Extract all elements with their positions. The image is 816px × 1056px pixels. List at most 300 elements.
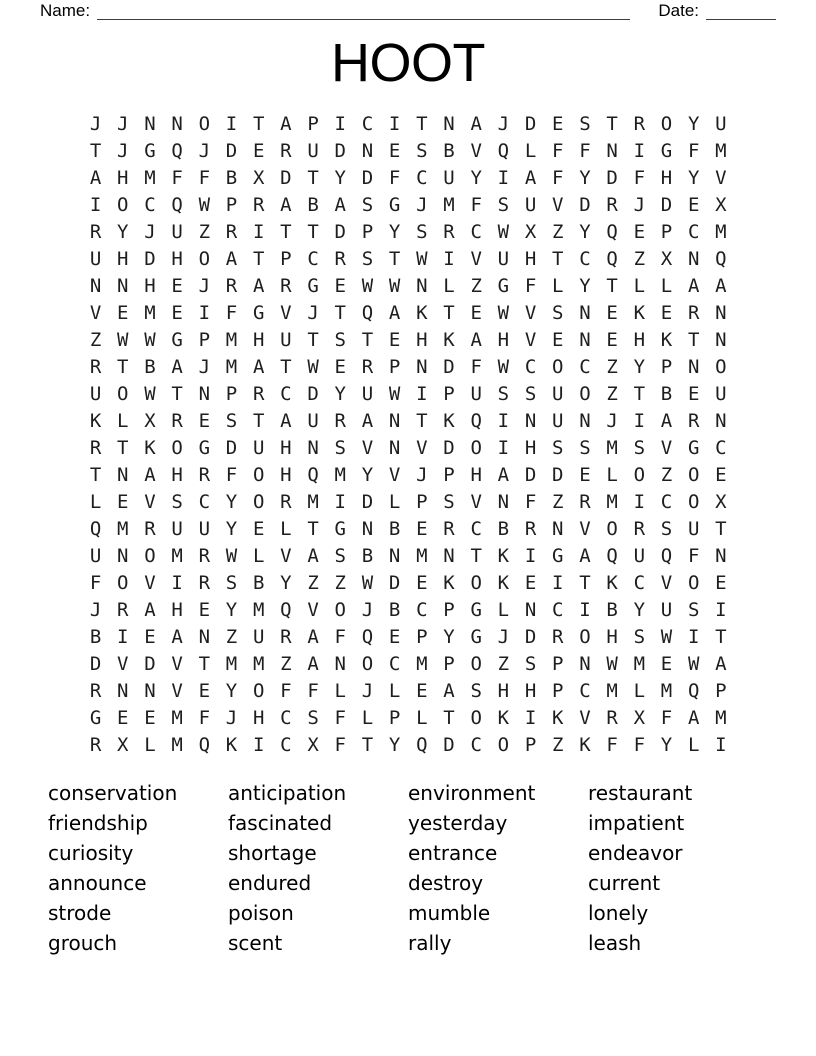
grid-letter: Y bbox=[633, 355, 646, 378]
grid-letter: U bbox=[171, 517, 183, 540]
grid-letter: F bbox=[552, 139, 564, 162]
grid-letter: N bbox=[307, 436, 319, 459]
grid-letter: Y bbox=[579, 220, 591, 243]
grid-letter: N bbox=[361, 139, 374, 162]
word-bank bbox=[48, 778, 768, 958]
grid-letter: Q bbox=[89, 517, 102, 540]
grid-letter: F bbox=[280, 679, 292, 702]
word-bank-item: fascinated bbox=[228, 811, 333, 835]
grid-letter: D bbox=[524, 625, 537, 648]
grid-letter: F bbox=[524, 490, 537, 513]
grid-letter: H bbox=[660, 166, 673, 189]
word-bank-item: yesterday bbox=[408, 811, 508, 835]
grid-letter: W bbox=[307, 355, 319, 378]
grid-letter: T bbox=[606, 274, 618, 297]
grid-letter: U bbox=[470, 382, 482, 405]
grid-letter: T bbox=[307, 166, 319, 189]
grid-letter: N bbox=[198, 625, 211, 648]
grid-letter: B bbox=[225, 166, 238, 189]
grid-letter: I bbox=[252, 733, 265, 756]
word-bank-item: environment bbox=[408, 781, 536, 805]
grid-letter: Q bbox=[361, 625, 374, 648]
grid-letter: R bbox=[225, 274, 238, 297]
grid-letter: J bbox=[497, 112, 510, 135]
word-bank-item: strode bbox=[48, 901, 112, 925]
grid-letter: Q bbox=[198, 733, 211, 756]
grid-letter: U bbox=[660, 598, 673, 621]
grid-letter: D bbox=[660, 193, 673, 216]
grid-letter: J bbox=[225, 706, 238, 729]
grid-letter: F bbox=[225, 463, 238, 486]
grid-letter: M bbox=[715, 706, 727, 729]
grid-letter: H bbox=[606, 625, 618, 648]
grid-letter: D bbox=[225, 139, 238, 162]
grid-letter: H bbox=[524, 679, 537, 702]
grid-letter: R bbox=[198, 463, 211, 486]
grid-letter: F bbox=[334, 706, 346, 729]
word-bank-item: endured bbox=[228, 871, 312, 895]
date-input-line bbox=[706, 5, 776, 20]
word-bank-item: restaurant bbox=[588, 781, 693, 805]
grid-letter: T bbox=[715, 517, 727, 540]
grid-letter: X bbox=[252, 166, 265, 189]
word-bank-item: announce bbox=[48, 871, 147, 895]
grid-letter: Q bbox=[715, 247, 727, 270]
grid-letter: G bbox=[470, 598, 482, 621]
grid-letter: C bbox=[660, 490, 673, 513]
grid-letter: K bbox=[443, 571, 455, 594]
grid-letter: E bbox=[252, 517, 265, 540]
grid-letter: V bbox=[470, 139, 482, 162]
grid-letter: N bbox=[171, 112, 183, 135]
grid-letter: G bbox=[334, 517, 346, 540]
grid-letter: U bbox=[89, 544, 102, 567]
word-bank-item: rally bbox=[408, 931, 452, 955]
grid-letter: C bbox=[524, 355, 537, 378]
grid-letter: Q bbox=[606, 544, 618, 567]
grid-letter: V bbox=[280, 301, 292, 324]
grid-letter: Z bbox=[552, 220, 564, 243]
grid-letter: Z bbox=[660, 463, 673, 486]
grid-letter: J bbox=[117, 139, 129, 162]
grid-letter: N bbox=[687, 247, 700, 270]
grid-letter: N bbox=[144, 679, 156, 702]
grid-letter: R bbox=[552, 625, 564, 648]
grid-letter: P bbox=[443, 652, 455, 675]
grid-letter: Z bbox=[307, 571, 319, 594]
grid-letter: I bbox=[388, 112, 401, 135]
grid-letter: E bbox=[687, 193, 700, 216]
grid-letter: Z bbox=[606, 382, 618, 405]
grid-letter: I bbox=[579, 598, 591, 621]
grid-letter: N bbox=[361, 517, 374, 540]
grid-letter: S bbox=[633, 436, 646, 459]
grid-letter: V bbox=[579, 706, 591, 729]
grid-letter: O bbox=[470, 436, 482, 459]
grid-letter: Z bbox=[198, 220, 211, 243]
grid-letter: W bbox=[225, 544, 238, 567]
grid-letter: B bbox=[388, 517, 401, 540]
grid-letter: M bbox=[225, 328, 238, 351]
grid-letter: I bbox=[252, 220, 265, 243]
grid-letter: U bbox=[307, 409, 319, 432]
grid-letter: R bbox=[687, 301, 700, 324]
grid-letter: S bbox=[361, 193, 374, 216]
grid-letter: X bbox=[660, 247, 673, 270]
grid-letter: T bbox=[280, 355, 292, 378]
grid-letter: Y bbox=[470, 166, 482, 189]
grid-letter: Y bbox=[117, 220, 129, 243]
grid-letter: N bbox=[497, 490, 510, 513]
grid-letter: D bbox=[334, 139, 346, 162]
grid-letter: M bbox=[633, 652, 646, 675]
grid-letter: K bbox=[89, 409, 102, 432]
grid-letter: D bbox=[524, 463, 537, 486]
grid-letter: B bbox=[443, 139, 455, 162]
grid-letter: A bbox=[443, 679, 455, 702]
grid-letter: Q bbox=[470, 409, 482, 432]
grid-letter: S bbox=[225, 571, 238, 594]
grid-letter: V bbox=[416, 436, 428, 459]
grid-letter: U bbox=[307, 139, 319, 162]
grid-letter: Y bbox=[443, 625, 455, 648]
grid-letter: Q bbox=[606, 220, 618, 243]
grid-letter: N bbox=[579, 328, 591, 351]
grid-letter: K bbox=[443, 409, 455, 432]
grid-letter: D bbox=[307, 382, 319, 405]
grid-letter: T bbox=[633, 382, 646, 405]
grid-letter: K bbox=[497, 544, 510, 567]
grid-letter: N bbox=[198, 382, 211, 405]
grid-letter: M bbox=[171, 706, 183, 729]
grid-letter: C bbox=[579, 679, 591, 702]
grid-letter: O bbox=[252, 490, 265, 513]
grid-letter: F bbox=[89, 571, 102, 594]
grid-letter: Y bbox=[633, 598, 646, 621]
grid-letter: P bbox=[280, 247, 292, 270]
grid-letter: U bbox=[252, 436, 265, 459]
grid-letter: X bbox=[307, 733, 319, 756]
grid-letter: R bbox=[606, 706, 618, 729]
grid-letter: E bbox=[252, 139, 265, 162]
grid-letter: F bbox=[470, 193, 482, 216]
grid-letter: T bbox=[361, 328, 374, 351]
grid-letter: T bbox=[307, 328, 319, 351]
grid-letter: Y bbox=[225, 517, 238, 540]
grid-letter: N bbox=[606, 139, 618, 162]
grid-letter: O bbox=[497, 733, 510, 756]
grid-letter: Y bbox=[225, 598, 238, 621]
grid-letter: Z bbox=[497, 652, 510, 675]
grid-letter: A bbox=[252, 355, 265, 378]
grid-letter: S bbox=[171, 490, 183, 513]
grid-letter: H bbox=[524, 247, 537, 270]
grid-letter: T bbox=[606, 112, 618, 135]
grid-letter: W bbox=[388, 274, 401, 297]
grid-letter: C bbox=[280, 733, 292, 756]
grid-letter: B bbox=[144, 355, 156, 378]
grid-letter: I bbox=[524, 706, 537, 729]
grid-letter: I bbox=[416, 382, 428, 405]
grid-letter: K bbox=[579, 733, 591, 756]
grid-letter: V bbox=[524, 328, 537, 351]
grid-letter: E bbox=[334, 355, 346, 378]
grid-letter: O bbox=[606, 517, 618, 540]
grid-letter: U bbox=[524, 193, 537, 216]
grid-letter: L bbox=[633, 274, 646, 297]
grid-letter: L bbox=[497, 598, 510, 621]
grid-letter: J bbox=[198, 139, 211, 162]
grid-letter: E bbox=[198, 598, 211, 621]
grid-letter: I bbox=[633, 409, 646, 432]
grid-letter: J bbox=[198, 355, 211, 378]
grid-letter: D bbox=[144, 247, 156, 270]
grid-letter: V bbox=[715, 166, 727, 189]
grid-letter: S bbox=[524, 652, 537, 675]
grid-letter: X bbox=[144, 409, 156, 432]
grid-letter: R bbox=[633, 517, 646, 540]
grid-letter: S bbox=[361, 247, 374, 270]
grid-letter: P bbox=[361, 220, 374, 243]
grid-letter: Q bbox=[171, 193, 183, 216]
grid-letter: V bbox=[144, 490, 156, 513]
name-input-line bbox=[97, 5, 630, 20]
grid-letter: L bbox=[252, 544, 265, 567]
grid-letter: F bbox=[198, 706, 211, 729]
grid-letter: J bbox=[416, 463, 428, 486]
grid-letter: W bbox=[497, 220, 510, 243]
grid-letter: P bbox=[388, 706, 401, 729]
grid-letter: B bbox=[497, 517, 510, 540]
grid-letter: Z bbox=[552, 490, 564, 513]
grid-letter: T bbox=[579, 571, 591, 594]
word-bank-item: current bbox=[588, 871, 661, 895]
grid-letter: U bbox=[89, 247, 102, 270]
grid-letter: S bbox=[307, 706, 319, 729]
grid-letter: J bbox=[89, 598, 102, 621]
grid-letter: I bbox=[89, 193, 102, 216]
grid-letter: N bbox=[443, 544, 455, 567]
grid-letter: Z bbox=[552, 733, 564, 756]
grid-letter: D bbox=[524, 112, 537, 135]
grid-letter: I bbox=[633, 490, 646, 513]
grid-letter: R bbox=[334, 247, 346, 270]
grid-letter: E bbox=[144, 625, 156, 648]
grid-letter: W bbox=[660, 625, 673, 648]
word-bank-item: lonely bbox=[588, 901, 649, 925]
grid-letter: J bbox=[144, 220, 156, 243]
grid-letter: R bbox=[198, 544, 211, 567]
grid-letter: N bbox=[715, 328, 727, 351]
grid-letter: G bbox=[552, 544, 564, 567]
grid-letter: R bbox=[252, 382, 265, 405]
grid-letter: R bbox=[280, 274, 292, 297]
grid-letter: P bbox=[416, 625, 428, 648]
grid-letter: V bbox=[144, 571, 156, 594]
grid-letter: V bbox=[280, 544, 292, 567]
grid-letter: T bbox=[117, 355, 129, 378]
grid-letter: D bbox=[443, 733, 455, 756]
grid-letter: M bbox=[606, 436, 618, 459]
grid-letter: Q bbox=[171, 139, 183, 162]
grid-letter: T bbox=[198, 652, 211, 675]
grid-letter: D bbox=[280, 166, 292, 189]
grid-letter: C bbox=[715, 436, 727, 459]
grid-letter: I bbox=[497, 409, 510, 432]
grid-letter: U bbox=[715, 112, 727, 135]
grid-letter: U bbox=[89, 382, 102, 405]
grid-letter: M bbox=[117, 517, 129, 540]
grid-letter: E bbox=[388, 625, 401, 648]
grid-letter: K bbox=[660, 328, 673, 351]
grid-letter: M bbox=[171, 544, 183, 567]
grid-letter: F bbox=[307, 679, 319, 702]
grid-letter: A bbox=[715, 652, 727, 675]
grid-letter: N bbox=[524, 598, 537, 621]
grid-letter: S bbox=[579, 112, 591, 135]
grid-letter: F bbox=[633, 166, 646, 189]
grid-letter: L bbox=[416, 706, 428, 729]
grid-letter: H bbox=[280, 436, 292, 459]
grid-letter: S bbox=[334, 328, 346, 351]
header bbox=[40, 0, 776, 20]
grid-letter: K bbox=[144, 436, 156, 459]
grid-letter: P bbox=[388, 355, 401, 378]
grid-letter: G bbox=[171, 328, 183, 351]
grid-letter: T bbox=[552, 247, 564, 270]
grid-letter: A bbox=[307, 544, 319, 567]
grid-letter: V bbox=[660, 436, 673, 459]
grid-letter: O bbox=[552, 355, 564, 378]
grid-letter: J bbox=[89, 112, 102, 135]
grid-letter: P bbox=[443, 598, 455, 621]
grid-letter: P bbox=[715, 679, 727, 702]
grid-letter: Y bbox=[660, 733, 673, 756]
word-bank-item: friendship bbox=[48, 811, 148, 835]
grid-letter: I bbox=[687, 625, 700, 648]
grid-letter: P bbox=[660, 220, 673, 243]
grid-letter: S bbox=[552, 301, 564, 324]
grid-letter: A bbox=[225, 247, 238, 270]
grid-letter: M bbox=[144, 301, 156, 324]
grid-letter: T bbox=[252, 112, 265, 135]
grid-letter: Y bbox=[280, 571, 292, 594]
grid-letter: A bbox=[171, 355, 183, 378]
grid-letter: Q bbox=[497, 139, 510, 162]
grid-letter: T bbox=[443, 706, 455, 729]
grid-letter: O bbox=[252, 679, 265, 702]
grid-letter: B bbox=[660, 382, 673, 405]
grid-letter: P bbox=[552, 679, 564, 702]
grid-letter: V bbox=[171, 652, 183, 675]
grid-letter: P bbox=[225, 382, 238, 405]
grid-letter: V bbox=[117, 652, 129, 675]
grid-letter: U bbox=[715, 382, 727, 405]
grid-letter: H bbox=[252, 706, 265, 729]
grid-letter: E bbox=[606, 301, 618, 324]
grid-letter: L bbox=[144, 733, 156, 756]
grid-letter: T bbox=[307, 517, 319, 540]
grid-letter: V bbox=[388, 463, 401, 486]
grid-letter: A bbox=[497, 463, 510, 486]
grid-letter: T bbox=[89, 463, 102, 486]
grid-letter: S bbox=[334, 436, 346, 459]
grid-letter: G bbox=[497, 274, 510, 297]
word-bank-item: scent bbox=[228, 931, 283, 955]
grid-letter: A bbox=[660, 409, 673, 432]
grid-letter: Z bbox=[280, 652, 292, 675]
grid-letter: K bbox=[497, 706, 510, 729]
grid-letter: D bbox=[361, 166, 374, 189]
grid-letter: N bbox=[89, 274, 102, 297]
grid-letter: T bbox=[470, 544, 482, 567]
grid-letter: F bbox=[198, 166, 211, 189]
grid-letter: E bbox=[198, 679, 211, 702]
grid-letter: F bbox=[552, 166, 564, 189]
grid-letter: D bbox=[606, 166, 618, 189]
grid-letter: B bbox=[388, 598, 401, 621]
grid-letter: A bbox=[280, 112, 292, 135]
grid-letter: O bbox=[633, 463, 646, 486]
grid-letter: C bbox=[144, 193, 156, 216]
grid-letter: R bbox=[280, 490, 292, 513]
grid-letter: L bbox=[687, 733, 700, 756]
grid-letter: P bbox=[660, 355, 673, 378]
grid-letter: M bbox=[252, 652, 265, 675]
grid-letter: F bbox=[606, 733, 618, 756]
grid-letter: Y bbox=[388, 220, 401, 243]
grid-letter: N bbox=[388, 409, 401, 432]
grid-letter: C bbox=[579, 355, 591, 378]
grid-letter: V bbox=[524, 301, 537, 324]
grid-letter: P bbox=[552, 652, 564, 675]
grid-letter: P bbox=[524, 733, 537, 756]
grid-letter: L bbox=[280, 517, 292, 540]
grid-letter: V bbox=[470, 490, 482, 513]
grid-letter: H bbox=[280, 463, 292, 486]
grid-letter: F bbox=[660, 706, 673, 729]
grid-letter: J bbox=[307, 301, 319, 324]
word-bank-item: anticipation bbox=[228, 781, 347, 805]
grid-letter: G bbox=[89, 706, 102, 729]
word-bank-item: leash bbox=[588, 931, 642, 955]
grid-letter: C bbox=[416, 166, 428, 189]
grid-letter: U bbox=[280, 328, 292, 351]
word-bank-item: poison bbox=[228, 901, 294, 925]
grid-letter: C bbox=[687, 220, 700, 243]
grid-letter: T bbox=[252, 409, 265, 432]
grid-letter: A bbox=[307, 625, 319, 648]
grid-letter: E bbox=[552, 112, 564, 135]
grid-letter: C bbox=[307, 247, 319, 270]
grid-letter: Y bbox=[579, 166, 591, 189]
grid-letter: X bbox=[117, 733, 129, 756]
grid-letter: R bbox=[171, 409, 183, 432]
grid-letter: N bbox=[579, 301, 591, 324]
grid-letter: G bbox=[307, 274, 319, 297]
grid-letter: F bbox=[334, 733, 346, 756]
grid-letter: O bbox=[579, 382, 591, 405]
grid-letter: W bbox=[117, 328, 129, 351]
grid-letter: M bbox=[715, 220, 727, 243]
grid-letter: W bbox=[361, 274, 374, 297]
grid-letter: I bbox=[171, 571, 183, 594]
grid-letter: W bbox=[606, 652, 618, 675]
grid-letter: S bbox=[416, 139, 428, 162]
grid-letter: R bbox=[579, 490, 591, 513]
grid-letter: T bbox=[715, 625, 727, 648]
grid-letter: A bbox=[388, 301, 401, 324]
